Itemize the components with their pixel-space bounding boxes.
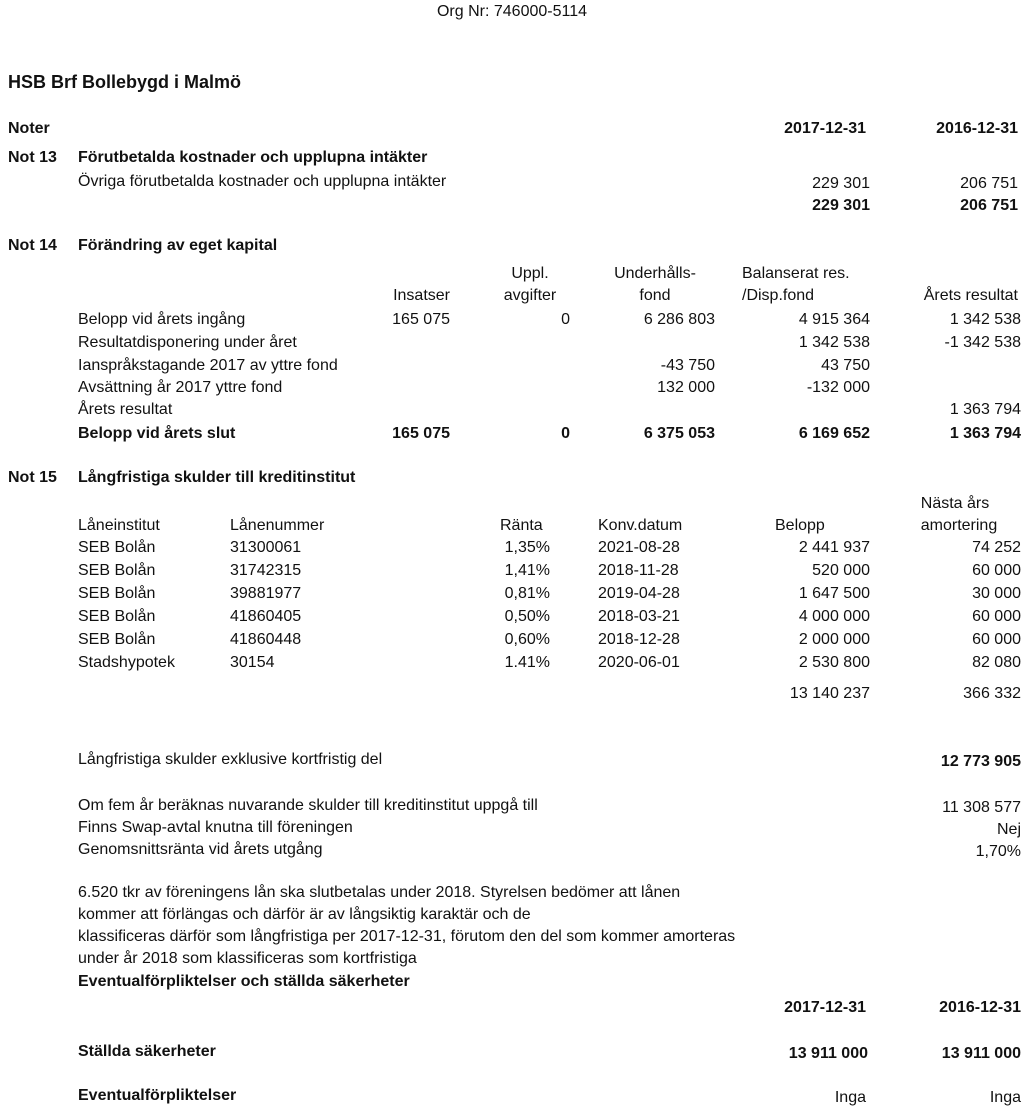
col-header-belopp: Belopp [775,517,825,534]
loan-cell-belopp: 2 530 800 [798,654,870,671]
avg-rate-label: Genomsnittsränta vid årets utgång [78,841,323,858]
note-13-sum-prior: 206 751 [960,197,1018,214]
equity-cell-label: Ianspråkstagande 2017 av yttre fond [78,357,338,374]
loan-cell-konv: 2018-11-28 [598,562,679,579]
noter-label: Noter [8,120,50,137]
contingencies-year-current: 2017-12-31 [784,999,866,1016]
equity-cell-underh: 6 286 803 [643,311,715,328]
loan-cell-belopp: 4 000 000 [798,608,870,625]
loan-cell-nr: 31300061 [230,539,302,556]
equity-cell-underh: -43 750 [660,357,715,374]
loan-cell-ranta: 1,35% [504,539,550,556]
equity-cell-bal: -132 000 [806,379,870,396]
loan-paragraph-line-2: kommer att förlängas och därför är av långsiktig karaktär och de [78,906,531,923]
col-header-arets-resultat: Årets resultat [923,287,1018,304]
loan-cell-belopp: 2 000 000 [798,631,870,648]
loan-cell-nr: 30154 [230,654,275,671]
col-header-amortering: amortering [920,517,998,534]
loans-total-amortering: 366 332 [963,685,1021,702]
equity-cell-label: Belopp vid årets slut [78,425,236,442]
loan-cell-nr: 41860405 [230,608,302,625]
equity-cell-label: Avsättning år 2017 yttre fond [78,379,283,396]
equity-cell-arets: -1 342 538 [944,334,1021,351]
equity-cell-insatser: 165 075 [392,311,450,328]
contingent-liabilities-current: Inga [834,1089,866,1106]
col-header-konv-datum: Konv.datum [598,517,683,534]
avg-rate-value: 1,70% [975,843,1021,860]
loan-cell-inst: Stadshypotek [78,654,175,671]
loan-cell-konv: 2018-12-28 [598,631,680,648]
pledged-assets-current: 13 911 000 [788,1045,868,1062]
loan-cell-konv: 2018-03-21 [598,608,680,625]
contingencies-year-prior: 2016-12-31 [939,999,1021,1016]
note-13-current: 229 301 [812,175,870,192]
equity-cell-arets: 1 363 794 [949,401,1021,418]
loan-cell-ranta: 0,50% [504,608,550,625]
equity-cell-bal: 43 750 [821,357,870,374]
equity-cell-uppl: 0 [561,311,570,328]
loan-cell-nr: 41860448 [230,631,302,648]
loan-cell-ranta: 0,60% [504,631,550,648]
loan-paragraph-line-4: under år 2018 som klassificeras som kortfristiga [78,950,417,967]
loan-cell-konv: 2020-06-01 [598,654,680,671]
loan-paragraph-line-3: klassificeras därför som långfristiga per 2017-12-31, förutom den del som kommer amorteras [78,928,736,945]
loan-cell-ranta: 1.41% [504,654,550,671]
note-14-label: Not 14 [8,237,57,254]
year-prior-header: 2016-12-31 [936,120,1018,137]
equity-cell-underh: 132 000 [657,379,715,396]
col-header-uppl: Uppl. [511,265,549,282]
equity-cell-bal: 6 169 652 [798,425,870,442]
long-term-excl-value: 12 773 905 [940,753,1021,770]
loan-cell-inst: SEB Bolån [78,539,156,556]
pledged-assets-prior: 13 911 000 [941,1045,1021,1062]
equity-cell-arets: 1 363 794 [949,425,1021,442]
col-header-underhall: Underhålls- [614,265,696,282]
contingent-liabilities-label: Eventualförpliktelser [78,1087,237,1104]
equity-cell-uppl: 0 [561,425,570,442]
col-header-insatser: Insatser [393,287,450,304]
note-15-label: Not 15 [8,469,57,486]
col-header-avgifter: avgifter [503,287,557,304]
swap-value: Nej [996,821,1021,838]
loan-paragraph-line-1: 6.520 tkr av föreningens lån ska slutbetalas under 2018. Styrelsen bedömer att lånen [78,884,681,901]
loan-cell-ranta: 0,81% [504,585,550,602]
loan-cell-inst: SEB Bolån [78,585,156,602]
note-13-sum-current: 229 301 [812,197,870,214]
equity-cell-label: Årets resultat [78,401,173,418]
col-header-disp-fond: /Disp.fond [742,287,815,304]
equity-cell-bal: 4 915 364 [798,311,870,328]
pledged-assets-label: Ställda säkerheter [78,1043,216,1060]
loan-cell-nr: 39881977 [230,585,302,602]
year-current-header: 2017-12-31 [784,120,866,137]
col-header-laneinstitut: Låneinstitut [78,517,160,534]
loan-cell-belopp: 1 647 500 [798,585,870,602]
loan-cell-belopp: 520 000 [812,562,870,579]
loan-cell-amort: 60 000 [972,631,1021,648]
note-13-title: Förutbetalda kostnader och upplupna intäkter [78,149,428,166]
equity-cell-bal: 1 342 538 [798,334,870,351]
col-header-fond: fond [639,287,671,304]
loan-cell-amort: 60 000 [972,608,1021,625]
loan-cell-belopp: 2 441 937 [798,539,870,556]
swap-label: Finns Swap-avtal knutna till föreningen [78,819,353,836]
col-header-nasta-ars: Nästa års [920,495,990,512]
loan-cell-amort: 82 080 [972,654,1021,671]
note-13-label: Not 13 [8,149,57,166]
loan-cell-amort: 74 252 [972,539,1021,556]
loan-cell-konv: 2021-08-28 [598,539,680,556]
equity-cell-insatser: 165 075 [392,425,450,442]
note-13-row-label: Övriga förutbetalda kostnader och upplupna intäkter [78,173,447,190]
loan-cell-amort: 60 000 [972,562,1021,579]
five-year-label: Om fem år beräknas nuvarande skulder till kreditinstitut uppgå till [78,797,538,814]
loan-cell-amort: 30 000 [972,585,1021,602]
loan-cell-ranta: 1,41% [504,562,550,579]
contingent-liabilities-prior: Inga [989,1089,1021,1106]
loans-total-belopp: 13 140 237 [789,685,870,702]
loan-cell-inst: SEB Bolån [78,631,156,648]
contingencies-title: Eventualförpliktelser och ställda säkerheter [78,973,410,990]
loan-cell-inst: SEB Bolån [78,608,156,625]
equity-cell-arets: 1 342 538 [949,311,1021,328]
note-13-prior: 206 751 [960,175,1018,192]
company-name: HSB Brf Bollebygd i Malmö [8,72,242,92]
col-header-balanserat: Balanserat res. [742,265,850,282]
equity-cell-label: Resultatdisponering under året [78,334,297,351]
col-header-lanenummer: Lånenummer [230,517,325,534]
loan-paragraph [78,882,838,970]
equity-cell-label: Belopp vid årets ingång [78,311,246,328]
col-header-ranta: Ränta [500,517,543,534]
loan-cell-konv: 2019-04-28 [598,585,680,602]
org-number: Org Nr: 746000-5114 [436,3,587,20]
note-15-title: Långfristiga skulder till kreditinstitut [78,469,356,486]
long-term-excl-label: Långfristiga skulder exklusive kortfristig del [78,751,383,768]
note-14-title: Förändring av eget kapital [78,237,278,254]
loan-cell-nr: 31742315 [230,562,302,579]
five-year-value: 11 308 577 [942,799,1021,816]
equity-cell-underh: 6 375 053 [643,425,715,442]
loan-cell-inst: SEB Bolån [78,562,156,579]
